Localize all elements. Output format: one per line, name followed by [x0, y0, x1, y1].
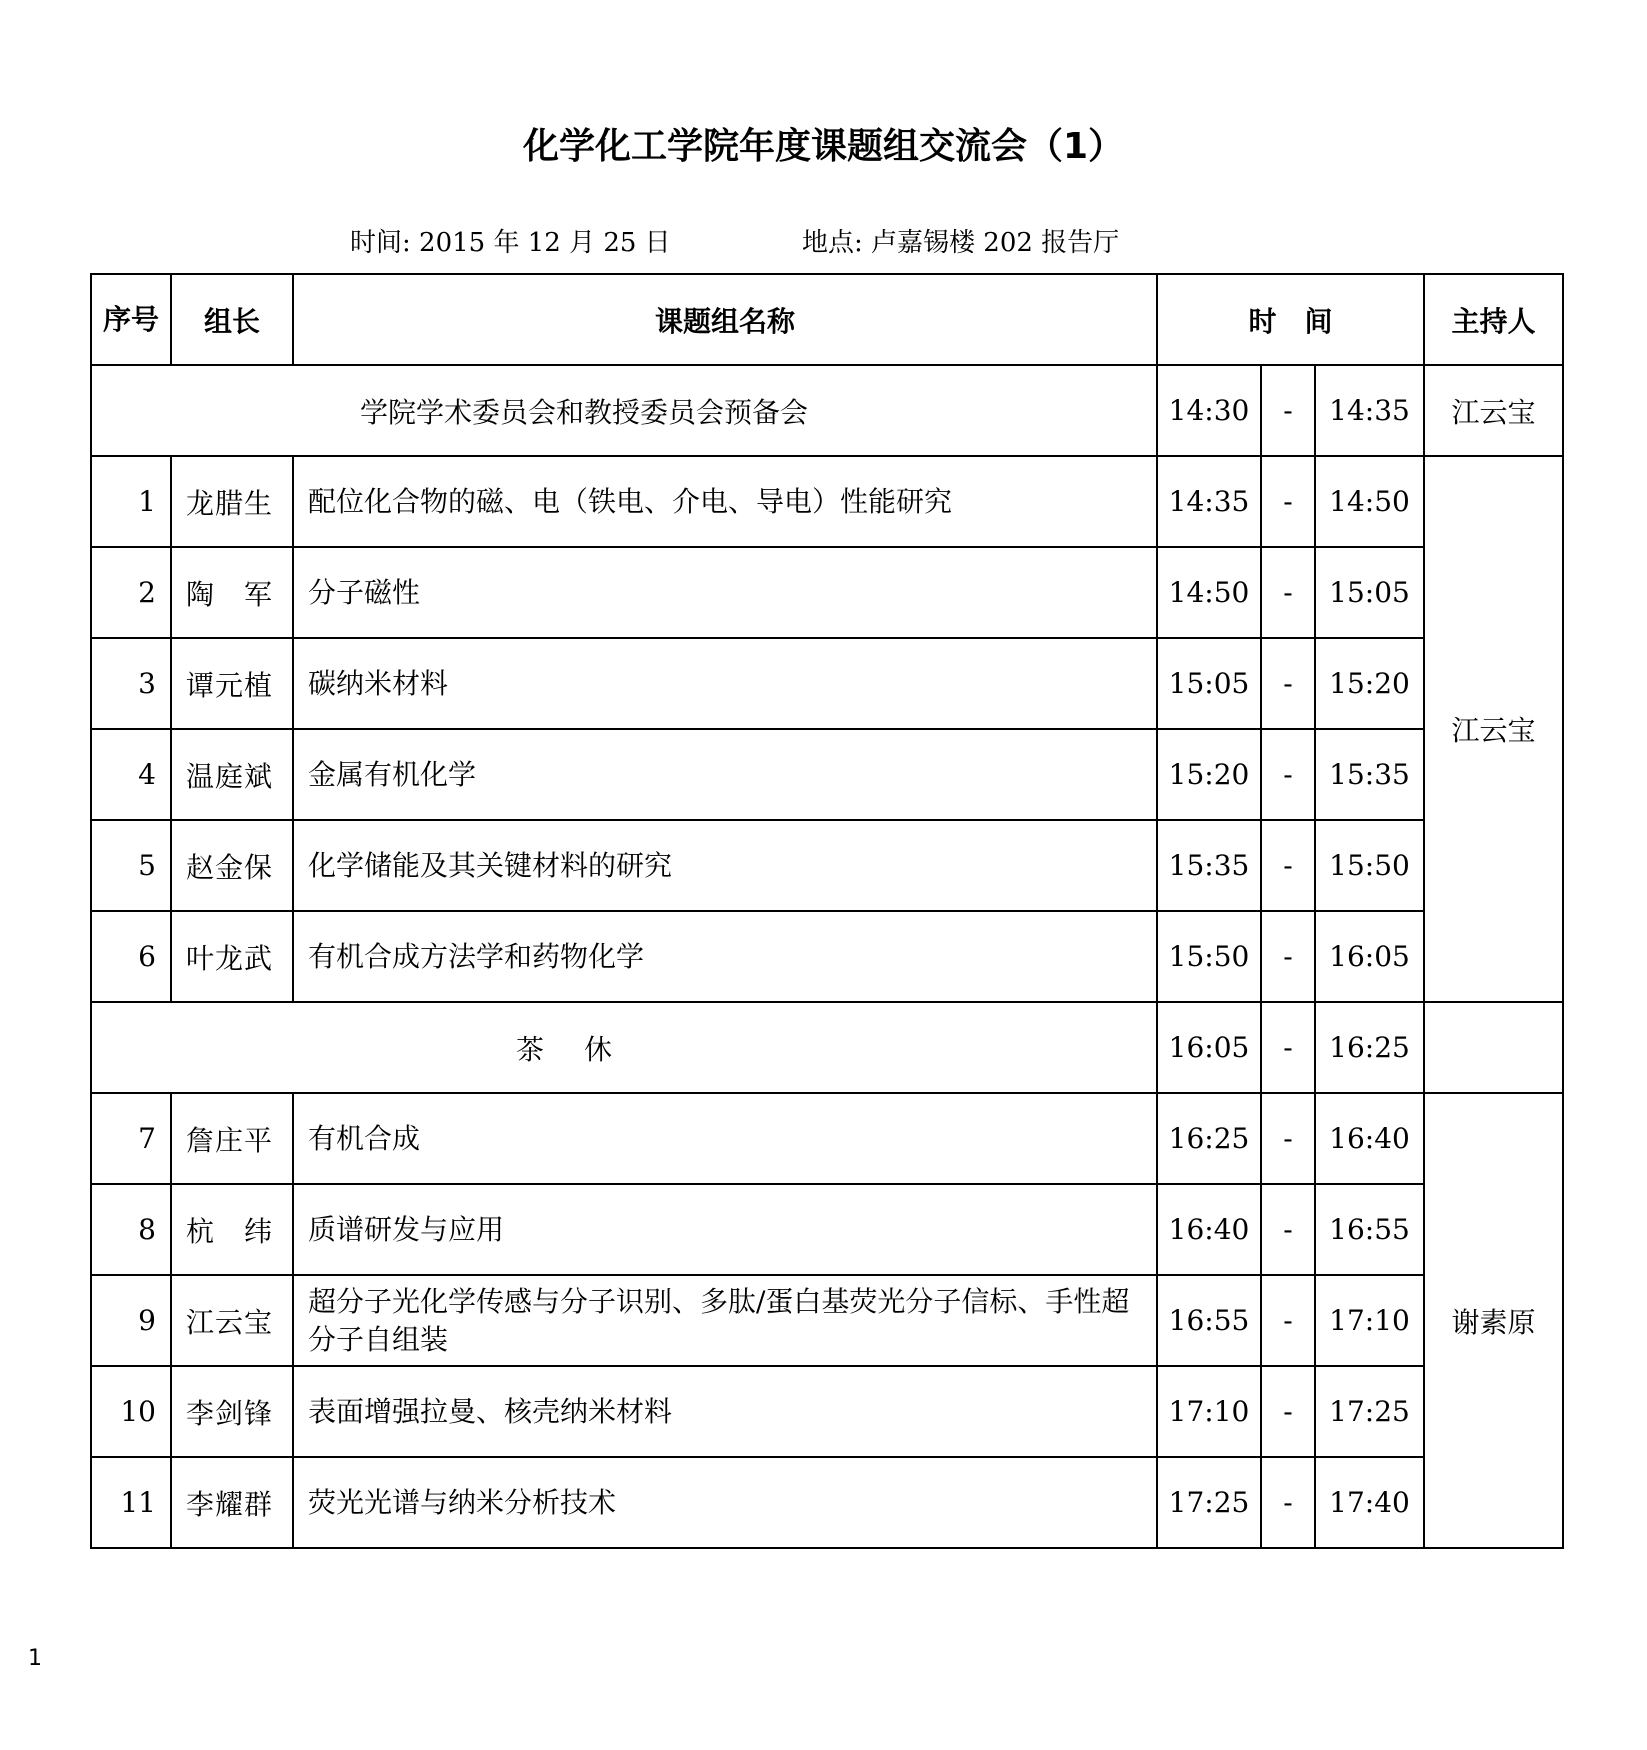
end-time: 15:35 [1315, 729, 1424, 820]
row-idx: 11 [91, 1457, 171, 1548]
end-time: 17:40 [1315, 1457, 1424, 1548]
end-time: 16:25 [1315, 1002, 1424, 1093]
table-row [91, 729, 1563, 820]
table-row [91, 911, 1563, 1002]
row-leader: 詹庄平 [171, 1093, 293, 1184]
end-time: 15:50 [1315, 820, 1424, 911]
end-time: 15:05 [1315, 547, 1424, 638]
start-time: 16:05 [1157, 1002, 1261, 1093]
row-leader: 龙腊生 [171, 456, 293, 547]
time-dash: - [1261, 729, 1315, 820]
row-idx: 2 [91, 547, 171, 638]
host-cell: 江云宝 [1424, 365, 1563, 456]
start-time: 15:20 [1157, 729, 1261, 820]
row-group-name: 超分子光化学传感与分子识别、多肽/蛋白基荧光分子信标、手性超分子自组装 [293, 1275, 1157, 1366]
time-dash: - [1261, 456, 1315, 547]
row-leader: 江云宝 [171, 1275, 293, 1366]
time-dash: - [1261, 1184, 1315, 1275]
table-header-row [91, 274, 1563, 365]
row-group-name: 表面增强拉曼、核壳纳米材料 [293, 1366, 1157, 1457]
opening-row [91, 365, 1563, 456]
table-row [91, 547, 1563, 638]
host-cell: 江云宝 [1424, 456, 1563, 1002]
table-row [91, 1366, 1563, 1457]
host-cell: 谢素原 [1424, 1093, 1563, 1548]
opening-text: 学院学术委员会和教授委员会预备会 [91, 365, 1157, 456]
row-leader: 谭元植 [171, 638, 293, 729]
end-time: 16:05 [1315, 911, 1424, 1002]
header-idx: 序号 [91, 274, 171, 365]
table-row [91, 820, 1563, 911]
end-time: 17:25 [1315, 1366, 1424, 1457]
row-group-name: 金属有机化学 [293, 729, 1157, 820]
time-dash: - [1261, 638, 1315, 729]
row-leader: 陶 军 [171, 547, 293, 638]
table-row [91, 638, 1563, 729]
table-row [91, 1275, 1563, 1366]
page-number: 1 [28, 1646, 42, 1671]
start-time: 14:35 [1157, 456, 1261, 547]
row-idx: 4 [91, 729, 171, 820]
row-idx: 10 [91, 1366, 171, 1457]
start-time: 16:55 [1157, 1275, 1261, 1366]
start-time: 17:10 [1157, 1366, 1261, 1457]
start-time: 16:40 [1157, 1184, 1261, 1275]
meeting-place: 地点: 卢嘉锡楼 202 报告厅 [802, 228, 1120, 258]
start-time: 14:30 [1157, 365, 1261, 456]
row-leader: 杭 纬 [171, 1184, 293, 1275]
start-time: 17:25 [1157, 1457, 1261, 1548]
row-idx: 6 [91, 911, 171, 1002]
meeting-time: 时间: 2015 年 12 月 25 日 [350, 228, 671, 258]
header-leader: 组长 [171, 274, 293, 365]
row-group-name: 配位化合物的磁、电（铁电、介电、导电）性能研究 [293, 456, 1157, 547]
start-time: 14:50 [1157, 547, 1261, 638]
break-row [91, 1002, 1563, 1093]
row-group-name: 分子磁性 [293, 547, 1157, 638]
row-group-name: 碳纳米材料 [293, 638, 1157, 729]
end-time: 15:20 [1315, 638, 1424, 729]
table-row [91, 1457, 1563, 1548]
row-leader: 李剑锋 [171, 1366, 293, 1457]
row-idx: 8 [91, 1184, 171, 1275]
meeting-info [0, 222, 1647, 258]
header-name: 课题组名称 [293, 274, 1157, 365]
time-dash: - [1261, 365, 1315, 456]
end-time: 14:50 [1315, 456, 1424, 547]
time-dash: - [1261, 1002, 1315, 1093]
time-dash: - [1261, 1275, 1315, 1366]
row-leader: 李耀群 [171, 1457, 293, 1548]
row-leader: 赵金保 [171, 820, 293, 911]
header-time: 时 间 [1157, 274, 1424, 365]
host-cell-empty [1424, 1002, 1563, 1093]
end-time: 16:40 [1315, 1093, 1424, 1184]
row-leader: 叶龙武 [171, 911, 293, 1002]
end-time: 16:55 [1315, 1184, 1424, 1275]
row-group-name: 有机合成 [293, 1093, 1157, 1184]
row-idx: 3 [91, 638, 171, 729]
time-dash: - [1261, 820, 1315, 911]
time-dash: - [1261, 1457, 1315, 1548]
row-group-name: 有机合成方法学和药物化学 [293, 911, 1157, 1002]
end-time: 14:35 [1315, 365, 1424, 456]
schedule-table [90, 273, 1564, 1549]
row-group-name: 荧光光谱与纳米分析技术 [293, 1457, 1157, 1548]
time-dash: - [1261, 1366, 1315, 1457]
start-time: 15:50 [1157, 911, 1261, 1002]
start-time: 16:25 [1157, 1093, 1261, 1184]
end-time: 17:10 [1315, 1275, 1424, 1366]
row-group-name: 化学储能及其关键材料的研究 [293, 820, 1157, 911]
page-title: 化学化工学院年度课题组交流会（1） [522, 126, 1125, 167]
row-leader: 温庭斌 [171, 729, 293, 820]
row-group-name: 质谱研发与应用 [293, 1184, 1157, 1275]
break-text: 茶休 [91, 1002, 1157, 1093]
start-time: 15:05 [1157, 638, 1261, 729]
row-idx: 1 [91, 456, 171, 547]
row-idx: 9 [91, 1275, 171, 1366]
time-dash: - [1261, 547, 1315, 638]
header-host: 主持人 [1424, 274, 1563, 365]
table-row [91, 1093, 1563, 1184]
start-time: 15:35 [1157, 820, 1261, 911]
time-dash: - [1261, 1093, 1315, 1184]
table-row [91, 1184, 1563, 1275]
table-row [91, 456, 1563, 547]
row-idx: 5 [91, 820, 171, 911]
row-idx: 7 [91, 1093, 171, 1184]
time-dash: - [1261, 911, 1315, 1002]
